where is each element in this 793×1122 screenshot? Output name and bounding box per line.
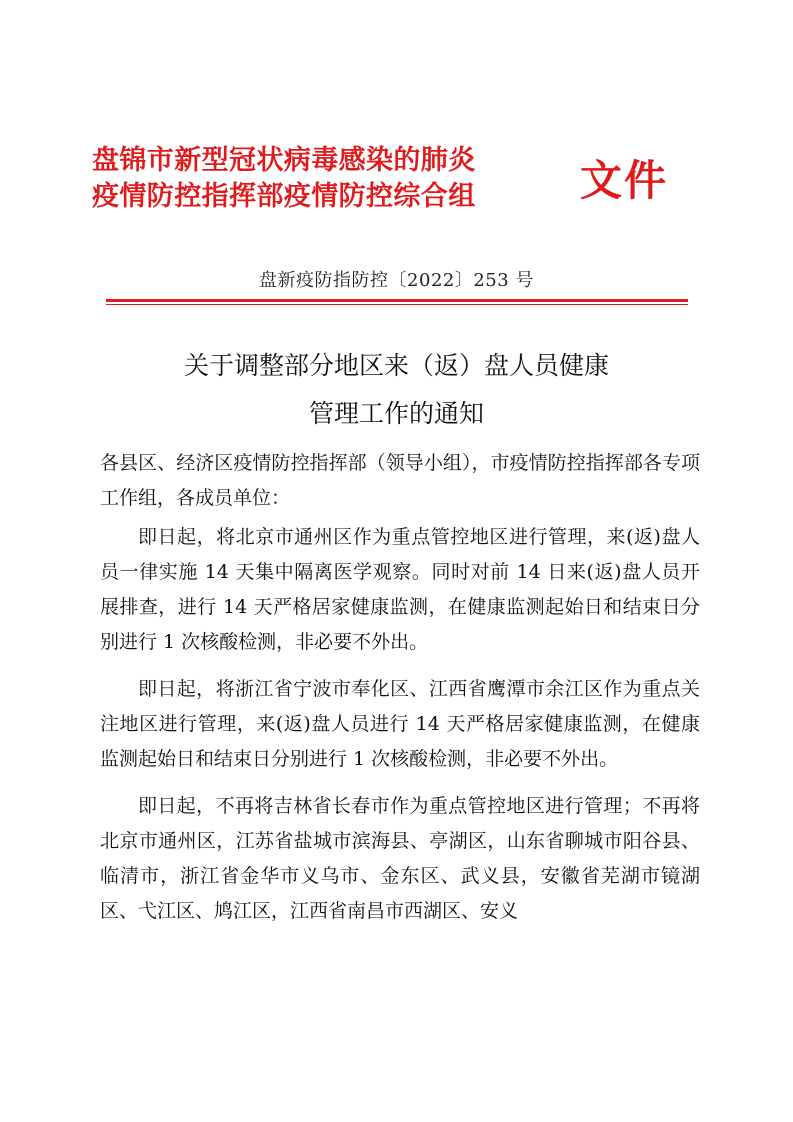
body-paragraph-1: 即日起，将北京市通州区作为重点管控地区进行管理，来(返)盘人员一律实施 14 天集中隔离医学观察。同时对前 14 日来(返)盘人员开展排查，进行 14 天严格居家健康监测，在健康监测起始日和结束日分别进行 1 次核酸检测，非必要不外出。	[100, 526, 700, 653]
document-number: 盘新疫防指防控〔2022〕253 号	[259, 270, 534, 291]
body-paragraph-3: 即日起，不再将吉林省长春市作为重点管控地区进行管理；不再将北京市通州区，江苏省盐城市滨海县、亭湖区，山东省聊城市阳谷县、临清市，浙江省金华市义乌市、金东区、武义县，安徽省芜湖市镜湖区、弋江区、鸠江区，江西省南昌市西湖区、安义	[100, 795, 700, 922]
issuer-name	[92, 143, 567, 215]
body-paragraph-2: 即日起，将浙江省宁波市奉化区、江西省鹰潭市余江区作为重点关注地区进行管理，来(返)盘人员进行 14 天严格居家健康监测，在健康监测起始日和结束日分别进行 1 次核酸检测，非必要不外出。	[100, 678, 700, 770]
header-divider	[106, 299, 688, 302]
issuer-line-2: 疫情防控指挥部疫情防控综合组	[92, 181, 476, 212]
document-type-label: 文件	[580, 156, 669, 205]
document-header	[92, 143, 712, 233]
notice-title-line-1: 关于调整部分地区来（返）盘人员健康	[183, 351, 609, 380]
notice-title-line-2: 管理工作的通知	[308, 399, 484, 428]
issuer-line-1: 盘锦市新型冠状病毒感染的肺炎	[92, 145, 476, 176]
notice-title	[0, 342, 793, 438]
notice-body	[100, 446, 700, 941]
header-divider-thin	[106, 304, 688, 305]
addressee-paragraph: 各县区、经济区疫情防控指挥部（领导小组），市疫情防控指挥部各专项工作组，各成员单位：	[100, 452, 700, 509]
